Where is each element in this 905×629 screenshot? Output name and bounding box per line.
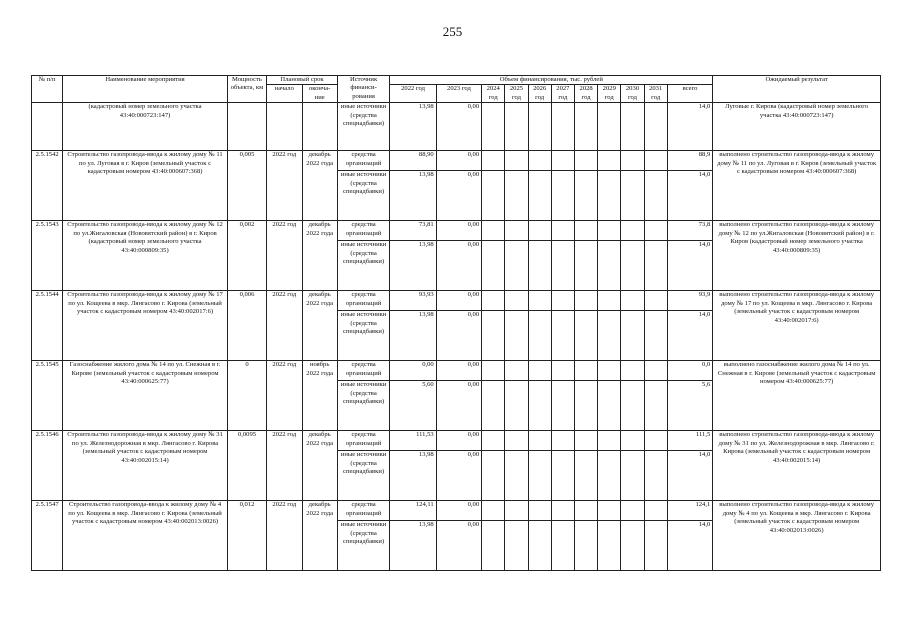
value-empty [505,151,528,171]
value-empty [574,381,597,431]
value-empty [621,241,644,291]
funding-source: иные источники (средства спецнадбавки) [337,103,389,151]
value-empty [528,151,551,171]
value-empty [621,171,644,221]
value-empty [644,451,667,501]
funding-source: иные источники (средства спецнадбавки) [337,241,389,291]
funding-source: средства организаций [337,291,389,311]
value-empty [598,241,621,291]
value-empty [528,291,551,311]
start-date: 2022 год [267,291,302,361]
value-empty [528,361,551,381]
value-empty [598,103,621,151]
value-empty [482,241,505,291]
value-2022: 13,98 [390,451,436,501]
value-2022: 13,98 [390,103,436,151]
value-2023: 0,00 [436,431,481,451]
end-date: декабрь 2022 года [302,501,337,571]
row-number: 2.5.1544 [32,291,63,361]
value-empty [574,221,597,241]
value-empty [621,501,644,521]
value-empty [574,521,597,571]
header-year: 2026 год [528,85,551,103]
value-total: 14,0 [667,171,713,221]
value-2022: 5,60 [390,381,436,431]
value-empty [482,501,505,521]
value-empty [644,381,667,431]
value-empty [621,431,644,451]
header-year: 2030 год [621,85,644,103]
value-2023: 0,00 [436,241,481,291]
value-empty [551,151,574,171]
value-empty [644,291,667,311]
value-empty [644,221,667,241]
start-date [267,103,302,151]
expected-result: выполнено газоснабжение жилого дома № 14 по ул. Снежная в г. Кирове (земельный участок с кадастровым номером 43:40:000625:77) [713,361,881,431]
funding-source: иные источники (средства спецнадбавки) [337,171,389,221]
value-empty [598,221,621,241]
value-empty [598,431,621,451]
row-number: 2.5.1543 [32,221,63,291]
measure-name: Газоснабжение жилого дома № 14 по ул. Снежная в г. Кирове (земельный участок с кадастровым номером 43:40:000625:77) [63,361,228,431]
start-date: 2022 год [267,431,302,501]
value-empty [551,361,574,381]
value-empty [505,521,528,571]
measure-name: Строительство газопровода-ввода к жилому дому № 12 по ул.Жигаловская (Нововятский район) в г. Киров (кадастровый номер земельного участка 43:40:000809:35) [63,221,228,291]
header-start: начало [267,85,302,103]
value-empty [644,501,667,521]
value-total: 5,6 [667,381,713,431]
value-empty [482,381,505,431]
header-end: оконча-ние [302,85,337,103]
value-empty [528,501,551,521]
value-2023: 0,00 [436,521,481,571]
value-empty [505,221,528,241]
value-empty [598,151,621,171]
value-total: 14,0 [667,311,713,361]
value-empty [551,381,574,431]
row-number [32,103,63,151]
value-empty [574,311,597,361]
value-2023: 0,00 [436,151,481,171]
header-year: 2022 год [390,85,436,103]
end-date: декабрь 2022 года [302,431,337,501]
value-empty [482,361,505,381]
value-empty [482,311,505,361]
table-header [32,76,881,103]
value-empty [528,221,551,241]
value-empty [621,103,644,151]
value-empty [505,103,528,151]
value-empty [505,241,528,291]
header-result: Ожидаемый результат [713,76,881,103]
value-empty [528,451,551,501]
value-empty [551,501,574,521]
value-empty [505,501,528,521]
value-2022: 13,98 [390,311,436,361]
funding-source: средства организаций [337,501,389,521]
value-empty [598,521,621,571]
value-empty [598,311,621,361]
header-year: 2023 год [436,85,481,103]
capacity-value: 0,012 [227,501,266,571]
capacity-value: 0,006 [227,291,266,361]
value-2023: 0,00 [436,311,481,361]
value-empty [528,241,551,291]
value-empty [598,501,621,521]
value-2023: 0,00 [436,291,481,311]
header-year: 2029 год [598,85,621,103]
row-number: 2.5.1542 [32,151,63,221]
header-volume: Объем финансирования, тыс. рублей [390,76,713,85]
value-empty [621,311,644,361]
start-date: 2022 год [267,151,302,221]
value-2022: 0,00 [390,361,436,381]
value-empty [551,241,574,291]
value-total: 14,0 [667,451,713,501]
measure-name: Строительство газопровода-ввода к жилому дому № 31 по ул. Железнодорожная в мкр. Лянгасово г. Кирова (земельный участок с кадастровым номером 43:40:002015:14) [63,431,228,501]
value-empty [644,151,667,171]
end-date: ноябрь 2022 года [302,361,337,431]
financing-table [31,75,881,571]
value-empty [598,381,621,431]
expected-result: выполнено строительство газопровода-ввода к жилому дому № 12 по ул.Жигаловская (Нововятский район) в г. Киров (кадастровый номер земельного участка 43:40:000809:35) [713,221,881,291]
value-empty [505,451,528,501]
value-total: 14,0 [667,103,713,151]
value-total: 0,0 [667,361,713,381]
start-date: 2022 год [267,501,302,571]
value-2023: 0,00 [436,451,481,501]
table-row [32,221,881,241]
value-empty [482,151,505,171]
value-empty [528,431,551,451]
value-empty [551,221,574,241]
value-empty [482,221,505,241]
table-row [32,291,881,311]
value-empty [644,311,667,361]
value-2023: 0,00 [436,221,481,241]
header-year: 2024 год [482,85,505,103]
value-2022: 13,98 [390,171,436,221]
value-empty [482,451,505,501]
value-total: 88,9 [667,151,713,171]
header-name: Наименование мероприятия [63,76,228,103]
value-empty [644,171,667,221]
value-2022: 73,81 [390,221,436,241]
value-empty [574,151,597,171]
funding-source: иные источники (средства спецнадбавки) [337,311,389,361]
value-total: 124,1 [667,501,713,521]
expected-result: Луговые г. Кирова (кадастровый номер земельного участка 43:40:000723:147) [713,103,881,151]
funding-source: иные источники (средства спецнадбавки) [337,381,389,431]
measure-name: (кадастровый номер земельного участка 43:40:000723:147) [63,103,228,151]
end-date: декабрь 2022 года [302,151,337,221]
start-date: 2022 год [267,361,302,431]
table-row [32,431,881,451]
value-empty [644,361,667,381]
measure-name: Строительство газопровода-ввода к жилому дому № 11 по ул. Луговая в г. Киров (земельный участок с кадастровым номером 43:40:000607:368) [63,151,228,221]
table-body [32,103,881,571]
value-empty [482,103,505,151]
value-empty [621,291,644,311]
start-date: 2022 год [267,221,302,291]
value-empty [551,431,574,451]
value-empty [505,171,528,221]
value-empty [644,241,667,291]
value-2023: 0,00 [436,381,481,431]
value-empty [574,103,597,151]
value-total: 93,9 [667,291,713,311]
value-empty [528,521,551,571]
value-2023: 0,00 [436,171,481,221]
value-empty [528,381,551,431]
value-empty [598,291,621,311]
header-year: 2025 год [505,85,528,103]
value-total: 14,0 [667,521,713,571]
value-empty [574,431,597,451]
funding-source: средства организаций [337,151,389,171]
value-empty [621,361,644,381]
table-row [32,151,881,171]
header-plan: Плановый срок [267,76,338,85]
value-2023: 0,00 [436,501,481,521]
value-empty [621,451,644,501]
row-number: 2.5.1546 [32,431,63,501]
value-empty [574,361,597,381]
expected-result: выполнено строительство газопровода-ввода к жилому дому № 4 по ул. Кощеева в мкр. Лянгасово г. Кирова (земельный участок с кадастровым номером 43:40:002013:0026) [713,501,881,571]
value-empty [598,361,621,381]
end-date: декабрь 2022 года [302,291,337,361]
value-empty [528,171,551,221]
value-empty [574,451,597,501]
capacity-value [227,103,266,151]
funding-source: средства организаций [337,221,389,241]
header-year: 2027 год [551,85,574,103]
table-row [32,361,881,381]
value-empty [574,501,597,521]
value-empty [621,521,644,571]
funding-source: иные источники (средства спецнадбавки) [337,451,389,501]
value-total: 73,8 [667,221,713,241]
value-2022: 13,98 [390,521,436,571]
header-num: № п/п [32,76,63,103]
value-empty [551,451,574,501]
value-empty [505,311,528,361]
end-date [302,103,337,151]
value-empty [574,291,597,311]
value-empty [505,431,528,451]
measure-name: Строительство газопровода-ввода к жилому дому № 4 по ул. Кощеева в мкр. Лянгасово г. Кирова (земельный участок с кадастровым номером 43:40:002013:0026) [63,501,228,571]
table-row [32,103,881,151]
value-2022: 111,53 [390,431,436,451]
value-empty [621,221,644,241]
value-empty [644,521,667,571]
value-empty [505,291,528,311]
value-empty [574,171,597,221]
value-total: 111,5 [667,431,713,451]
value-empty [528,103,551,151]
value-empty [551,171,574,221]
value-empty [551,291,574,311]
value-empty [482,291,505,311]
expected-result: выполнено строительство газопровода-ввода к жилому дому № 11 по ул. Луговая в г. Киров (земельный участок с кадастровым номером 43:40:000607:368) [713,151,881,221]
value-empty [644,103,667,151]
expected-result: выполнено строительство газопровода-ввода к жилому дому № 17 по ул. Кощеева в мкр. Лянгасово г. Кирова (земельный участок с кадастровым номером 43:40:002017:6) [713,291,881,361]
value-2022: 88,90 [390,151,436,171]
end-date: декабрь 2022 года [302,221,337,291]
value-empty [644,431,667,451]
capacity-value: 0,005 [227,151,266,221]
row-number: 2.5.1547 [32,501,63,571]
value-2023: 0,00 [436,361,481,381]
value-2022: 13,98 [390,241,436,291]
header-capacity: Мощность объекта, км [227,76,266,103]
expected-result: выполнено строительство газопровода-ввода к жилому дому № 31 по ул. Железнодорожная в мкр. Лянгасово г. Кирова (земельный участок с кадастровым номером 43:40:002015:14) [713,431,881,501]
value-empty [598,171,621,221]
page-number: 255 [442,24,463,39]
value-empty [505,361,528,381]
table-row [32,501,881,521]
header-source: Источник финанси-рования [337,76,389,103]
measure-name: Строительство газопровода-ввода к жилому дому № 17 по ул. Кощеева в мкр. Лянгасово г. Кирова (земельный участок с кадастровым номером 43:40:002017:6) [63,291,228,361]
value-2023: 0,00 [436,103,481,151]
value-empty [551,103,574,151]
header-year: 2028 год [574,85,597,103]
value-empty [621,381,644,431]
funding-source: иные источники (средства спецнадбавки) [337,521,389,571]
capacity-value: 0 [227,361,266,431]
value-empty [574,241,597,291]
value-total: 14,0 [667,241,713,291]
value-2022: 93,93 [390,291,436,311]
value-empty [598,451,621,501]
value-empty [482,171,505,221]
header-total: всего [667,85,713,103]
value-2022: 124,11 [390,501,436,521]
value-empty [551,311,574,361]
funding-source: средства организаций [337,361,389,381]
value-empty [482,521,505,571]
value-empty [528,311,551,361]
capacity-value: 0,002 [227,221,266,291]
capacity-value: 0,0095 [227,431,266,501]
header-year: 2031 год [644,85,667,103]
row-number: 2.5.1545 [32,361,63,431]
funding-source: средства организаций [337,431,389,451]
value-empty [621,151,644,171]
value-empty [482,431,505,451]
value-empty [505,381,528,431]
value-empty [551,521,574,571]
